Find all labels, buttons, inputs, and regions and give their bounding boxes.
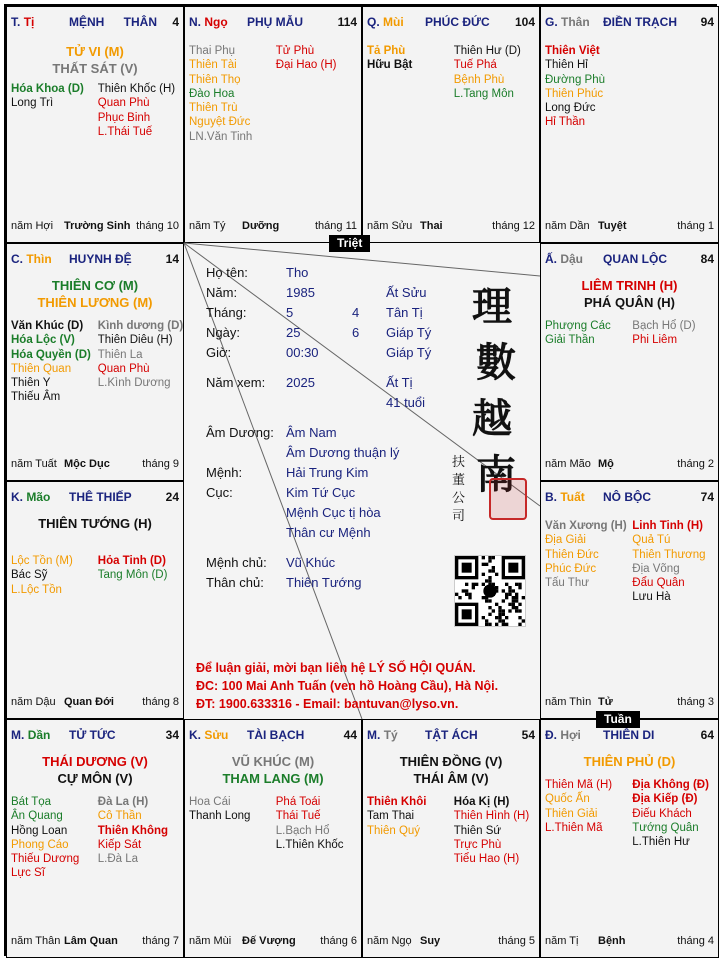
minor-star: Thiên La bbox=[97, 348, 143, 361]
month-label: tháng 9 bbox=[142, 458, 179, 470]
main-star: THIÊN CƠ (M) bbox=[51, 278, 139, 293]
minor-star: Lực Sĩ bbox=[11, 867, 45, 880]
contact-line: ĐT: 1900.633316 - Email: bantuvan@lyso.vn. bbox=[196, 697, 459, 711]
minor-star: Thiên Sứ bbox=[453, 824, 502, 837]
minor-star: L.Thiên Khốc bbox=[275, 838, 344, 851]
minor-star: Đà La (H) bbox=[97, 796, 149, 808]
palace-number: 24 bbox=[165, 490, 179, 504]
palace-name: HUYNH ĐỆ bbox=[69, 252, 132, 266]
minor-star: Phong Cáo bbox=[11, 838, 69, 851]
minor-star: Thiên Y bbox=[11, 377, 51, 390]
palace-name: PHÚC ĐỨC bbox=[425, 15, 490, 29]
info-value: Hải Trung Kim bbox=[286, 465, 369, 480]
calligraphy-char: 越 bbox=[472, 395, 512, 442]
side-char: 司 bbox=[452, 509, 466, 524]
main-star: THIÊN LƯƠNG (M) bbox=[37, 295, 153, 310]
minor-star: Tiểu Hao (H) bbox=[453, 853, 520, 866]
minor-star: Tả Phù bbox=[367, 45, 406, 57]
branch-prefix: C. bbox=[11, 252, 23, 266]
palace-name: THÊ THIẾP bbox=[69, 490, 132, 504]
branch-prefix: M. bbox=[11, 728, 25, 742]
palace-name: NÔ BỘC bbox=[603, 490, 651, 504]
branch-name: Thân bbox=[561, 15, 590, 29]
main-star: THÁI ÂM (V) bbox=[413, 771, 489, 786]
info-label: Năm: bbox=[206, 285, 238, 300]
main-star: THIÊN TƯỚNG (H) bbox=[38, 516, 152, 531]
minor-star: Phá Toái bbox=[275, 796, 321, 808]
month-label: tháng 5 bbox=[498, 935, 535, 947]
minor-star: Thiếu Âm bbox=[11, 391, 61, 404]
minor-star: Thiên Quý bbox=[367, 824, 421, 837]
info-value: 5 bbox=[286, 305, 294, 320]
year-label: năm Dần bbox=[545, 220, 590, 232]
minor-star: L.Lộc Tồn bbox=[11, 583, 62, 596]
minor-star: Thiếu Dương bbox=[11, 853, 80, 866]
minor-star: Hóa Lộc (V) bbox=[11, 334, 75, 347]
info-label: Tháng: bbox=[206, 305, 247, 320]
minor-star: Kình dương (D) bbox=[97, 320, 184, 332]
minor-star: Tử Phù bbox=[275, 45, 315, 57]
minor-star: Đào Hoa bbox=[189, 87, 235, 100]
info-canchi: Ất Tị bbox=[386, 375, 413, 390]
life-stage: Quan Đới bbox=[64, 696, 114, 708]
main-star: TỬ VI (M) bbox=[66, 44, 124, 59]
branch-name: Mùi bbox=[383, 15, 404, 29]
main-star: THIÊN PHỦ (D) bbox=[583, 754, 676, 769]
minor-star: Thiên Quan bbox=[11, 362, 72, 375]
side-char: 董 bbox=[452, 473, 466, 488]
minor-star: Quan Phù bbox=[97, 97, 150, 110]
qr-code[interactable] bbox=[454, 555, 526, 627]
minor-star: Linh Tinh (H) bbox=[632, 520, 703, 532]
palace-number: 114 bbox=[337, 15, 357, 29]
minor-star: Nguyệt Đức bbox=[189, 116, 251, 129]
minor-star: Bạch Hổ (D) bbox=[632, 320, 696, 332]
life-stage: Suy bbox=[420, 935, 441, 947]
minor-star: Thái Tuế bbox=[275, 810, 321, 823]
info-value: Thiên Tướng bbox=[286, 575, 362, 590]
minor-star: Ân Quang bbox=[11, 810, 63, 823]
info-label: Ngày: bbox=[206, 325, 240, 340]
life-stage: Mộc Dục bbox=[64, 458, 110, 470]
year-label: năm Tuất bbox=[11, 458, 57, 470]
minor-star: Thiên Diêu (H) bbox=[97, 334, 173, 347]
minor-star: Văn Xương (H) bbox=[545, 520, 627, 532]
info-value: 00:30 bbox=[286, 345, 319, 360]
main-star: CỰ MÔN (V) bbox=[57, 771, 133, 786]
minor-star: Phượng Các bbox=[545, 320, 611, 332]
month-label: tháng 2 bbox=[677, 458, 714, 470]
contact-line: ĐC: 100 Mai Anh Tuấn (ven hồ Hoàng Cầu), Hà Nội. bbox=[196, 679, 499, 693]
life-stage: Lâm Quan bbox=[64, 935, 118, 947]
palace-name: ĐIỀN TRẠCH bbox=[603, 15, 677, 29]
branch-prefix: T. bbox=[11, 15, 21, 29]
minor-star: Quả Tú bbox=[632, 534, 671, 547]
calligraphy-char: 理 bbox=[472, 283, 512, 330]
minor-star: Tam Thai bbox=[367, 810, 415, 823]
year-label: năm Thìn bbox=[545, 696, 592, 708]
minor-star: Điếu Khách bbox=[632, 807, 692, 820]
branch-prefix: Ấ. bbox=[545, 252, 557, 266]
branch-prefix: G. bbox=[545, 15, 558, 29]
minor-star: Địa Không (Đ) bbox=[632, 779, 709, 791]
minor-star: Thiên Khốc (H) bbox=[97, 83, 176, 95]
minor-star: Tấu Thư bbox=[545, 577, 589, 590]
info-value: Âm Nam bbox=[286, 425, 337, 440]
branch-prefix: Đ. bbox=[545, 728, 557, 742]
minor-star: Thiên Giải bbox=[545, 807, 598, 820]
life-stage: Đế Vượng bbox=[242, 935, 296, 947]
palace-number: 14 bbox=[165, 252, 179, 266]
triet-tag: Triệt bbox=[329, 235, 370, 252]
life-stage: Tuyệt bbox=[598, 220, 627, 232]
palace-number: 94 bbox=[700, 15, 714, 29]
branch-prefix: Q. bbox=[367, 15, 380, 29]
palace-name: QUAN LỘC bbox=[603, 252, 667, 266]
year-label: năm Tý bbox=[189, 220, 226, 232]
life-stage: Mộ bbox=[598, 458, 614, 470]
info-canchi: Giáp Tý bbox=[386, 345, 432, 360]
minor-star: Thiên Khôi bbox=[367, 796, 427, 808]
main-star: THIÊN ĐỒNG (V) bbox=[399, 754, 503, 769]
minor-star: Thai Phụ bbox=[189, 45, 236, 57]
minor-star: Hữu Bật bbox=[367, 59, 413, 72]
minor-star: Đẩu Quân bbox=[632, 577, 685, 590]
minor-star: Trực Phù bbox=[453, 838, 502, 851]
minor-star: Bác Sỹ bbox=[11, 569, 48, 582]
palace-number: 84 bbox=[700, 252, 714, 266]
minor-star: Kiếp Sát bbox=[97, 838, 142, 851]
side-char: 公 bbox=[452, 491, 466, 506]
life-stage: Bệnh bbox=[598, 935, 626, 947]
minor-star: Thiên Tài bbox=[189, 59, 237, 72]
minor-star: Thiên Hình (H) bbox=[453, 810, 530, 823]
minor-star: Văn Khúc (D) bbox=[11, 320, 84, 332]
minor-star: Đường Phù bbox=[545, 73, 605, 86]
month-label: tháng 12 bbox=[492, 220, 535, 232]
minor-star: Hỏa Tinh (D) bbox=[97, 555, 166, 567]
branch-name: Hợi bbox=[560, 728, 581, 742]
minor-star: Địa Võng bbox=[632, 562, 680, 575]
info-label: Năm xem: bbox=[206, 375, 266, 390]
minor-star: Thiên Mã (H) bbox=[545, 779, 613, 791]
branch-name: Tuất bbox=[560, 490, 585, 504]
info-label: Mệnh chủ: bbox=[206, 555, 267, 570]
minor-star: Thiên Không bbox=[97, 824, 169, 837]
palace-number: 34 bbox=[165, 728, 179, 742]
minor-star: Tuế Phá bbox=[453, 59, 497, 72]
branch-prefix: N. bbox=[189, 15, 201, 29]
info-label: Cục: bbox=[206, 485, 233, 500]
minor-star: Hóa Khoa (D) bbox=[11, 83, 84, 95]
minor-star: Lưu Hà bbox=[632, 591, 671, 604]
than-label: THÂN bbox=[123, 15, 157, 29]
info-canchi: Giáp Tý bbox=[386, 325, 432, 340]
month-label: tháng 7 bbox=[142, 935, 179, 947]
minor-star: Hỉ Thần bbox=[545, 116, 586, 129]
palace-name: MỆNH bbox=[69, 15, 105, 29]
minor-star: Đại Hao (H) bbox=[275, 59, 337, 72]
palace-name: PHỤ MẪU bbox=[247, 15, 303, 29]
info-value: Tho bbox=[286, 265, 309, 280]
main-star: THÁI DƯƠNG (V) bbox=[42, 754, 148, 769]
palace-number: 44 bbox=[343, 728, 357, 742]
branch-name: Dần bbox=[27, 728, 51, 742]
minor-star: Lộc Tồn (M) bbox=[11, 555, 73, 567]
main-star: PHÁ QUÂN (H) bbox=[584, 295, 675, 310]
minor-star: Quan Phù bbox=[97, 362, 150, 375]
year-label: năm Thân bbox=[11, 935, 61, 947]
branch-name: Ngọ bbox=[204, 15, 228, 29]
palace-name: THIÊN DI bbox=[603, 728, 655, 742]
year-label: năm Dậu bbox=[11, 696, 56, 708]
minor-star: L.Thái Tuế bbox=[97, 125, 153, 138]
tuan-tag: Tuần bbox=[596, 711, 640, 728]
minor-star: L.Đà La bbox=[97, 853, 139, 866]
life-stage: Thai bbox=[420, 220, 443, 232]
life-stage: Tử bbox=[598, 696, 613, 708]
minor-star: Tướng Quân bbox=[632, 821, 699, 834]
calligraphy-char: 數 bbox=[476, 339, 516, 386]
minor-star: Phi Liêm bbox=[632, 334, 678, 347]
minor-star: Phúc Đức bbox=[545, 562, 597, 575]
year-label: năm Tị bbox=[545, 935, 579, 947]
minor-star: Cô Thần bbox=[97, 810, 142, 823]
palace-name: TỬ TỨC bbox=[69, 728, 116, 742]
minor-star: Thiên Thọ bbox=[189, 73, 241, 86]
minor-star: L.Bạch Hổ bbox=[275, 824, 330, 837]
month-label: tháng 3 bbox=[677, 696, 714, 708]
horoscope-chart bbox=[4, 4, 717, 956]
branch-prefix: K. bbox=[11, 490, 23, 504]
branch-name: Dậu bbox=[560, 252, 584, 266]
palace-number: 64 bbox=[700, 728, 714, 742]
info-value: Mệnh Cục tị hòa bbox=[286, 505, 381, 520]
minor-star: Hóa Quyền (D) bbox=[11, 348, 91, 361]
info-lunar-value: 6 bbox=[352, 325, 360, 340]
branch-name: Sửu bbox=[204, 728, 229, 742]
minor-star: L.Thiên Hư bbox=[632, 836, 690, 849]
branch-name: Tị bbox=[23, 15, 35, 29]
minor-star: Hóa Kị (H) bbox=[453, 796, 510, 808]
palace-number: 4 bbox=[172, 15, 179, 29]
info-label: Âm Dương: bbox=[206, 425, 274, 440]
year-label: năm Ngọ bbox=[367, 935, 412, 947]
main-star: VŨ KHÚC (M) bbox=[231, 754, 315, 769]
center-info-panel bbox=[184, 243, 540, 719]
info-label: Giờ: bbox=[206, 345, 232, 360]
info-value: Thân cư Mệnh bbox=[286, 525, 371, 540]
minor-star: Quốc Ấn bbox=[545, 793, 590, 806]
month-label: tháng 10 bbox=[136, 220, 179, 232]
info-value: 2025 bbox=[286, 375, 315, 390]
minor-star: Bát Tọa bbox=[11, 796, 52, 808]
minor-star: Bệnh Phù bbox=[453, 73, 505, 86]
minor-star: L.Tang Môn bbox=[453, 87, 514, 100]
minor-star: Thiên Hỉ bbox=[545, 59, 588, 72]
minor-star: Long Trì bbox=[11, 97, 54, 110]
main-star: LIÊM TRINH (H) bbox=[581, 278, 678, 293]
info-canchi: Ất Sửu bbox=[386, 285, 427, 300]
info-lunar-value: 4 bbox=[352, 305, 360, 320]
minor-star: Thanh Long bbox=[189, 810, 251, 823]
minor-star: Phục Binh bbox=[97, 111, 151, 124]
minor-star: Thiên Việt bbox=[545, 45, 600, 57]
year-label: năm Sửu bbox=[367, 220, 413, 232]
year-label: năm Mão bbox=[545, 458, 591, 470]
minor-star: Thiên Trù bbox=[189, 102, 238, 115]
main-star: THAM LANG (M) bbox=[222, 771, 324, 786]
palace-name: TẬT ÁCH bbox=[425, 728, 478, 742]
minor-star: Thiên Thương bbox=[632, 548, 706, 561]
palace-number: 54 bbox=[521, 728, 535, 742]
palace-number: 104 bbox=[514, 15, 535, 29]
branch-name: Thìn bbox=[26, 252, 52, 266]
info-value: Âm Dương thuận lý bbox=[286, 445, 400, 460]
contact-line: Để luận giải, mời bạn liên hệ LÝ SỐ HỘI QUÁN. bbox=[196, 661, 476, 675]
minor-star: Địa Kiếp (Đ) bbox=[632, 793, 698, 806]
info-canchi: 41 tuổi bbox=[386, 395, 426, 410]
month-label: tháng 8 bbox=[142, 696, 179, 708]
minor-star: Thiên Phúc bbox=[545, 87, 604, 100]
palace-name: TÀI BẠCH bbox=[247, 728, 305, 742]
year-label: năm Mùi bbox=[189, 935, 232, 947]
life-stage: Dưỡng bbox=[242, 220, 280, 232]
info-value: 25 bbox=[286, 325, 301, 340]
minor-star: Địa Giải bbox=[545, 534, 586, 547]
month-label: tháng 11 bbox=[314, 220, 357, 232]
info-value: Vũ Khúc bbox=[286, 555, 336, 570]
year-label: năm Hợi bbox=[11, 220, 54, 232]
branch-prefix: B. bbox=[545, 490, 557, 504]
main-star: THẤT SÁT (V) bbox=[52, 61, 138, 76]
minor-star: Long Đức bbox=[545, 102, 596, 115]
branch-name: Mão bbox=[26, 490, 51, 504]
info-label: Họ tên: bbox=[206, 265, 248, 280]
info-label: Thân chủ: bbox=[206, 575, 264, 590]
info-canchi: Tân Tị bbox=[386, 305, 423, 320]
month-label: tháng 4 bbox=[677, 935, 714, 947]
palace-number: 74 bbox=[700, 490, 714, 504]
minor-star: L.Thiên Mã bbox=[545, 821, 603, 834]
info-value: Kim Tứ Cục bbox=[286, 485, 356, 500]
minor-star: Tang Môn (D) bbox=[97, 569, 168, 582]
minor-star: LN.Văn Tinh bbox=[189, 130, 253, 143]
branch-name: Tý bbox=[383, 728, 398, 742]
minor-star: Thiên Đức bbox=[545, 548, 599, 561]
info-label: Mệnh: bbox=[206, 465, 243, 480]
red-seal bbox=[489, 478, 527, 520]
branch-prefix: M. bbox=[367, 728, 381, 742]
branch-prefix: K. bbox=[189, 728, 201, 742]
side-char: 扶 bbox=[452, 455, 466, 470]
minor-star: Giải Thần bbox=[545, 334, 595, 347]
info-value: 1985 bbox=[286, 285, 315, 300]
minor-star: Thiên Hư (D) bbox=[453, 45, 521, 57]
minor-star: L.Kình Dương bbox=[97, 377, 171, 390]
life-stage: Trường Sinh bbox=[64, 220, 131, 232]
month-label: tháng 6 bbox=[320, 935, 357, 947]
minor-star: Hồng Loan bbox=[11, 824, 68, 837]
calligraphy-char: 南 bbox=[476, 451, 516, 498]
minor-star: Hoa Cái bbox=[189, 796, 231, 808]
month-label: tháng 1 bbox=[677, 220, 714, 232]
